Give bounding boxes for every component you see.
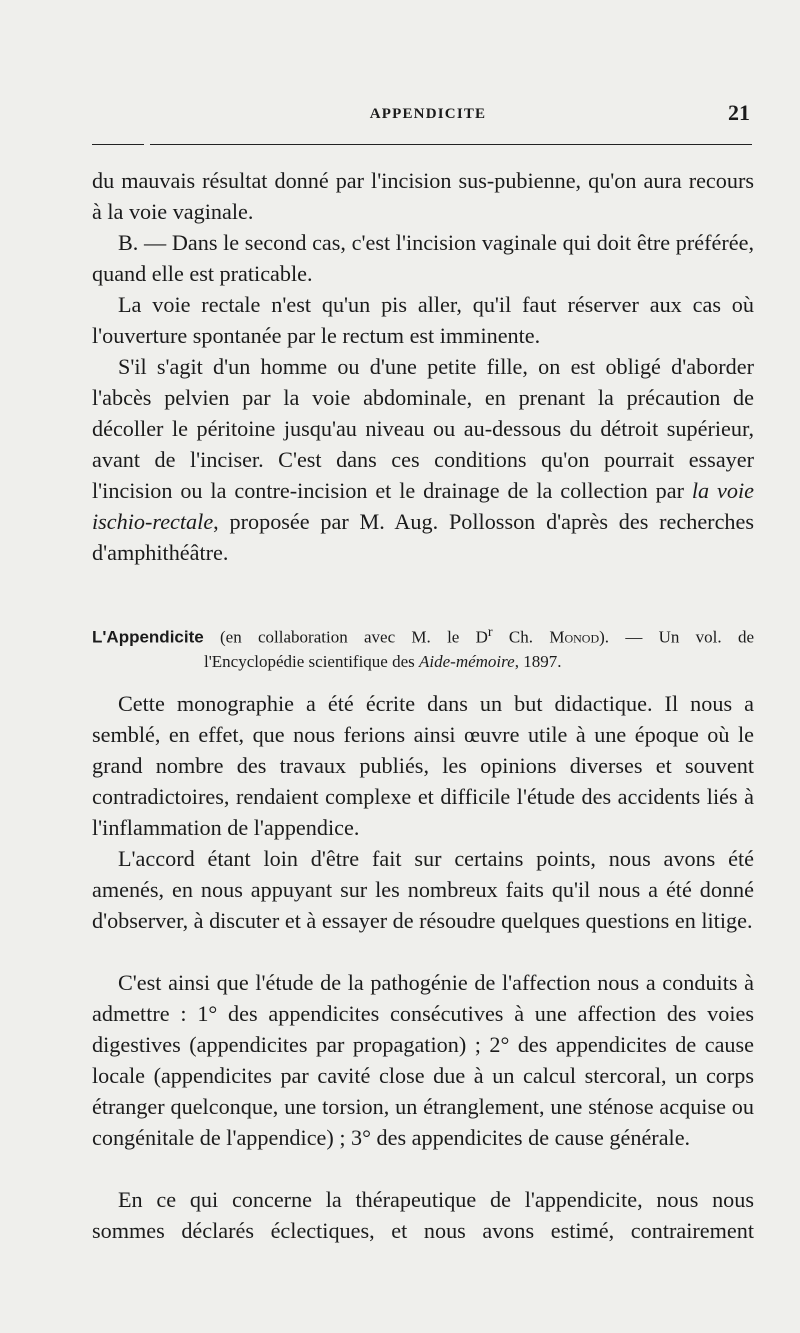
paragraph-1: du mauvais résultat donné par l'incision sus-pubienne, qu'on aura recours à la voie vaginale.	[92, 168, 754, 224]
page-number: 21	[728, 100, 750, 125]
running-title: APPENDICITE	[369, 106, 487, 122]
reference-part-a: (en collaboration avec M. le D	[203, 627, 488, 647]
header-rule-short	[92, 144, 144, 145]
paragraph-6: L'accord étant loin d'être fait sur certains points, nous avons été amenés, en nous appuyant sur les nombreux faits qu'il nous a été donné d'observer, à discuter et à essayer de résoudre quelques questions en litige.	[92, 846, 754, 933]
paragraph-5: Cette monographie a été écrite dans un but didactique. Il nous a semblé, en effet, que nous ferions ainsi œuvre utile à une époque où le grand nombre des travaux publiés, les opinions diverses et souvent contradictoires, rendaient complexe et difficile l'étude des accidents liés à l'inflammation de l'appendice.	[92, 691, 754, 840]
paragraph-4-end: , proposée par M. Aug. Pollosson d'après des recherches d'amphithéâtre.	[92, 509, 754, 565]
reference-part-b: Ch.	[492, 627, 550, 647]
paragraph-3: La voie rectale n'est qu'un pis aller, qu'il faut réserver aux cas où l'ouverture spontanée par le rectum est imminente.	[92, 292, 754, 348]
reference-part-e: , 1897.	[514, 651, 562, 671]
reference-line-2	[92, 650, 754, 674]
paragraph-4	[92, 351, 754, 568]
header-rule	[150, 144, 752, 145]
reference-part-c: ). — Un vol. de	[599, 627, 754, 647]
reference-sup: r	[487, 624, 493, 640]
reference-series: Aide-mémoire	[419, 651, 515, 671]
reference-part-d: l'Encyclopédie scientifique des	[204, 651, 420, 671]
paragraph-8: En ce qui concerne la thérapeutique de l'appendicite, nous nous sommes déclarés éclectiques, et nous avons estimé, contrairement	[92, 1187, 754, 1243]
paragraph-7: C'est ainsi que l'étude de la pathogénie de l'affection nous a conduits à admettre : 1° des appendicites consécutives à une affection des voies digestives (appendicites par propagation) ; 2° des appendicites de cause locale (appendicites par cavité close due à un calcul stercoral, un corps étranger quelconque, une torsion, un étranglement, une sténose acquise ou congénitale de l'appendice) ; 3° des appendicites de cause générale.	[92, 970, 754, 1150]
bibliographic-reference	[92, 620, 754, 674]
reference-coauthor: Monod	[549, 627, 600, 647]
paragraph-4-emphasis: la voie ischio-rectale	[92, 478, 754, 534]
paragraph-4-text: S'il s'agit d'un homme ou d'une petite fille, on est obligé d'aborder l'abcès pelvien par la voie abdominale, en prenant la précaution de décoller le péritoine jusqu'au niveau ou au-dessous du détroit supérieur, avant de l'inciser. C'est dans ces conditions qu'on pourrait essayer l'incision ou la contre-incision et le drainage de la collection par	[92, 354, 754, 503]
reference-title: L'Appendicite	[92, 627, 204, 647]
paragraph-2: B. — Dans le second cas, c'est l'incision vaginale qui doit être préférée, quand elle est praticable.	[92, 230, 754, 286]
